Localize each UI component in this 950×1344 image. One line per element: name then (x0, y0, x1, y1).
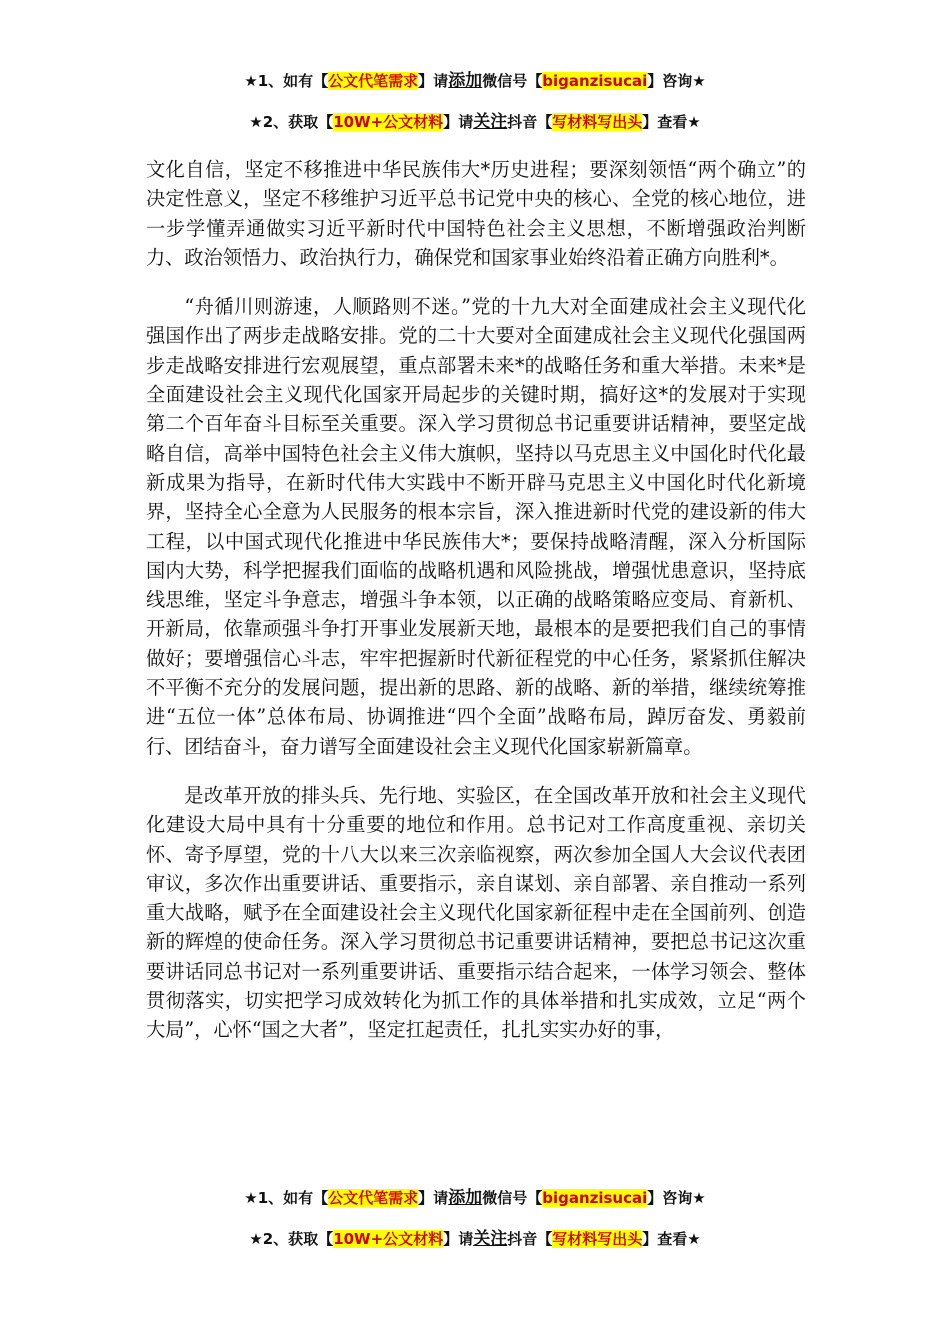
banner-suffix: 】查看★ (642, 113, 701, 131)
banner-highlight-service: 公文代笔需求 (328, 72, 419, 90)
document-body (146, 155, 806, 1065)
banner-highlight-wechat: biganzisucai (542, 1189, 648, 1207)
banner-text: 微信号【 (482, 72, 543, 90)
banner-emphasis: 添加 (448, 1188, 483, 1208)
banner-prefix: ★2、获取【 (249, 113, 334, 131)
banner-highlight-wechat: biganzisucai (542, 72, 648, 90)
footer-banner-line-1 (0, 1187, 950, 1209)
footer-banner-line-2 (0, 1228, 950, 1250)
paragraph-1: 文化自信，坚定不移推进中华民族伟大*历史进程；要深刻领悟“两个确立”的决定性意义，坚定不移维护习近平总书记党中央的核心、全党的核心地位，进一步学懂弄通做实习近平新时代中国特色社会主义思想，不断增强政治判断力、政治领悟力、政治执行力，确保党和国家事业始终沿着正确方向胜利*。 (146, 158, 806, 269)
paragraph-2: “舟循川则游速，人顺路则不迷。”党的十九大对全面建成社会主义现代化强国作出了两步走战略安排。党的二十大要对全面建成社会主义现代化强国两步走战略安排进行宏观展望，重点部署未来*的战略任务和重大举措。未来*是全面建设社会主义现代化国家开局起步的关键时期，搞好这*的发展对于实现第二个百年奋斗目标至关重要。深入学习贯彻总书记重要讲话精神，要坚定战略自信，高举中国特色社会主义伟大旗帜，坚持以马克思主义中国化时代化最新成果为指导，在新时代伟大实践中不断开辟马克思主义中国化时代化新境界，坚持全心全意为人民服务的根本宗旨，深入推进新时代党的建设新的伟大工程，以中国式现代化推进中华民族伟大*；要保持战略清醒，深入分析国际国内大势，科学把握我们面临的战略机遇和风险挑战，增强忧患意识，坚持底线思维，坚定斗争意志，增强斗争本领，以正确的战略策略应变局、育新机、开新局，依靠顽强斗争打开事业发展新天地，最根本的是要把我们自己的事情做好；要增强信心斗志，牢牢把握新时代新征程党的中心任务，紧紧抓住解决不平衡不充分的发展问题，提出新的思路、新的战略、新的举措，继续统筹推进“五位一体”总体布局、协调推进“四个全面”战略布局，踔厉奋发、勇毅前行、团结奋斗，奋力谱写全面建设社会主义现代化国家崭新篇章。 (146, 295, 806, 758)
banner-text: 抖音【 (507, 1230, 553, 1248)
banner-highlight-service: 公文代笔需求 (328, 1189, 419, 1207)
banner-text: 】请 (418, 72, 449, 90)
banner-suffix: 】咨询★ (647, 1189, 706, 1207)
banner-suffix: 】咨询★ (647, 72, 706, 90)
banner-emphasis: 关注 (473, 1229, 508, 1249)
banner-suffix: 】查看★ (642, 1230, 701, 1248)
banner-text: 抖音【 (507, 113, 553, 131)
banner-highlight-materials: 10W+公文材料 (333, 1230, 444, 1248)
banner-highlight-douyin: 写材料写出头 (552, 113, 643, 131)
header-banner-line-2 (0, 111, 950, 133)
banner-highlight-douyin: 写材料写出头 (552, 1230, 643, 1248)
banner-prefix: ★1、如有【 (244, 72, 329, 90)
banner-prefix: ★2、获取【 (249, 1230, 334, 1248)
banner-text: 】请 (443, 1230, 474, 1248)
banner-text: 】请 (443, 113, 474, 131)
banner-emphasis: 关注 (473, 112, 508, 132)
paragraph-3: 是改革开放的排头兵、先行地、实验区，在全国改革开放和社会主义现代化建设大局中具有十分重要的地位和作用。总书记对工作高度重视、亲切关怀、寄予厚望，党的十八大以来三次亲临视察，两次参加全国人大会议代表团审议，多次作出重要讲话、重要指示，亲自谋划、亲自部署、亲自推动一系列重大战略，赋予在全面建设社会主义现代化国家新征程中走在全国前列、创造新的辉煌的使命任务。深入学习贯彻总书记重要讲话精神，要把总书记这次重要讲话同总书记对一系列重要讲话、重要指示结合起来，一体学习领会、整体贯彻落实，切实把学习成效转化为抓工作的具体举措和扎实成效，立足“两个大局”，心怀“国之大者”，坚定扛起责任，扎扎实实办好的事， (146, 783, 806, 1042)
header-banner-line-1 (0, 70, 950, 92)
banner-prefix: ★1、如有【 (244, 1189, 329, 1207)
banner-emphasis: 添加 (448, 71, 483, 91)
banner-text: 微信号【 (482, 1189, 543, 1207)
banner-text: 】请 (418, 1189, 449, 1207)
banner-highlight-materials: 10W+公文材料 (333, 113, 444, 131)
